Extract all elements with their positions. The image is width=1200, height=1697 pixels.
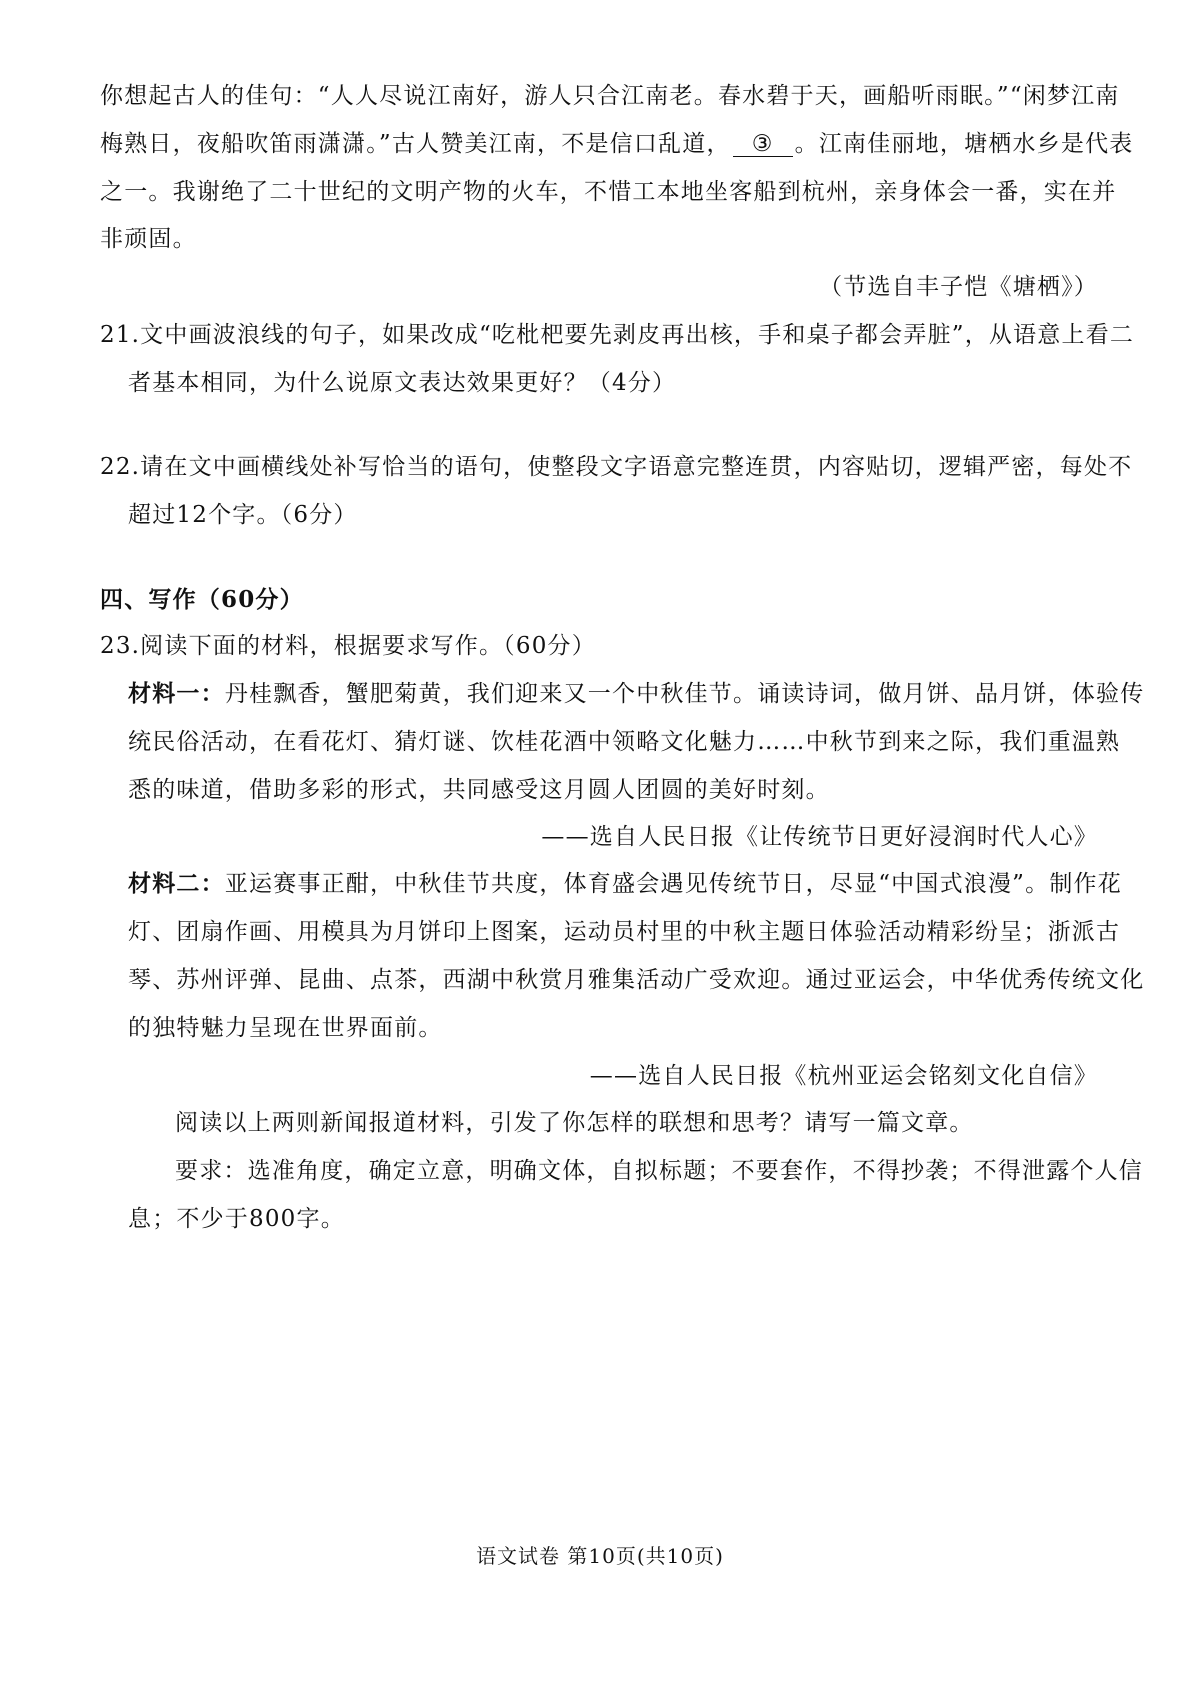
material-1-line — [128, 679, 1144, 709]
material-2-line: 琴、苏州评弹、昆曲、点茶，西湖中秋赏月雅集活动广受欢迎。通过亚运会，中华优秀传统文化 — [128, 967, 1145, 993]
material-1-line: 统民俗活动，在看花灯、猜灯谜、饮桂花酒中领略文化魅力……中秋节到来之际，我们重温熟 — [128, 729, 1121, 755]
answer-blank-3: ③ — [733, 132, 793, 157]
question-22-cont: 超过12个字。（6分） — [128, 502, 358, 528]
material-1-line: 悉的味道，借助多彩的形式，共同感受这月圆人团圆的美好时刻。 — [128, 777, 830, 803]
material-2-line — [128, 869, 1122, 899]
question-21-cont: 者基本相同，为什么说原文表达效果更好？（4分） — [128, 370, 677, 396]
question-23: 23.阅读下面的材料，根据要求写作。（60分） — [100, 633, 596, 659]
material-1-source: ——选自人民日报《让传统节日更好浸润时代人心》 — [541, 824, 1098, 850]
passage-text: 。江南佳丽地，塘栖水乡是代表 — [794, 131, 1134, 157]
material-1-label: 材料一： — [128, 680, 225, 707]
material-2-label: 材料二： — [128, 870, 225, 897]
passage-source: （节选自丰子恺《塘栖》） — [819, 274, 1098, 300]
page-footer: 语文试卷 第10页(共10页) — [476, 1544, 724, 1568]
passage-line-with-blank — [100, 129, 1133, 159]
passage-line: 非顽固。 — [100, 226, 197, 252]
section-heading-writing: 四、写作（60分） — [100, 586, 304, 613]
passage-line: 之一。我谢绝了二十世纪的文明产物的火车，不惜工本地坐客船到杭州，亲身体会一番，实在并 — [100, 179, 1117, 205]
question-21: 21.文中画波浪线的句子，如果改成“吃枇杷要先剥皮再出核，手和桌子都会弄脏”，从语意上看二 — [100, 322, 1135, 348]
question-22: 22.请在文中画横线处补写恰当的语句，使整段文字语意完整连贯，内容贴切，逻辑严密，每处不 — [100, 454, 1133, 480]
material-2-line: 的独特魅力呈现在世界面前。 — [128, 1015, 443, 1041]
material-2-line: 灯、团扇作画、用模具为月饼印上图案，运动员村里的中秋主题日体验活动精彩纷呈；浙派古 — [128, 919, 1121, 945]
passage-text: 梅熟日，夜船吹笛雨潇潇。”古人赞美江南，不是信口乱道， — [100, 131, 731, 157]
writing-requirements: 要求：选准角度，确定立意，明确文体，自拟标题；不要套作，不得抄袭；不得泄露个人信 — [175, 1158, 1143, 1184]
material-2-source: ——选自人民日报《杭州亚运会铭刻文化自信》 — [589, 1063, 1098, 1089]
passage-line: 你想起古人的佳句：“人人尽说江南好，游人只合江南老。春水碧于天，画船听雨眠。”“闲梦江南 — [100, 83, 1120, 109]
material-2-text: 亚运赛事正酣，中秋佳节共度，体育盛会遇见传统节日，尽显“中国式浪漫”。制作花 — [224, 871, 1122, 897]
writing-requirements-cont: 息；不少于800字。 — [128, 1206, 345, 1232]
writing-prompt: 阅读以上两则新闻报道材料，引发了你怎样的联想和思考？请写一篇文章。 — [175, 1110, 974, 1136]
material-1-text: 丹桂飘香，蟹肥菊黄，我们迎来又一个中秋佳节。诵读诗词，做月饼、品月饼，体验传 — [224, 681, 1145, 707]
